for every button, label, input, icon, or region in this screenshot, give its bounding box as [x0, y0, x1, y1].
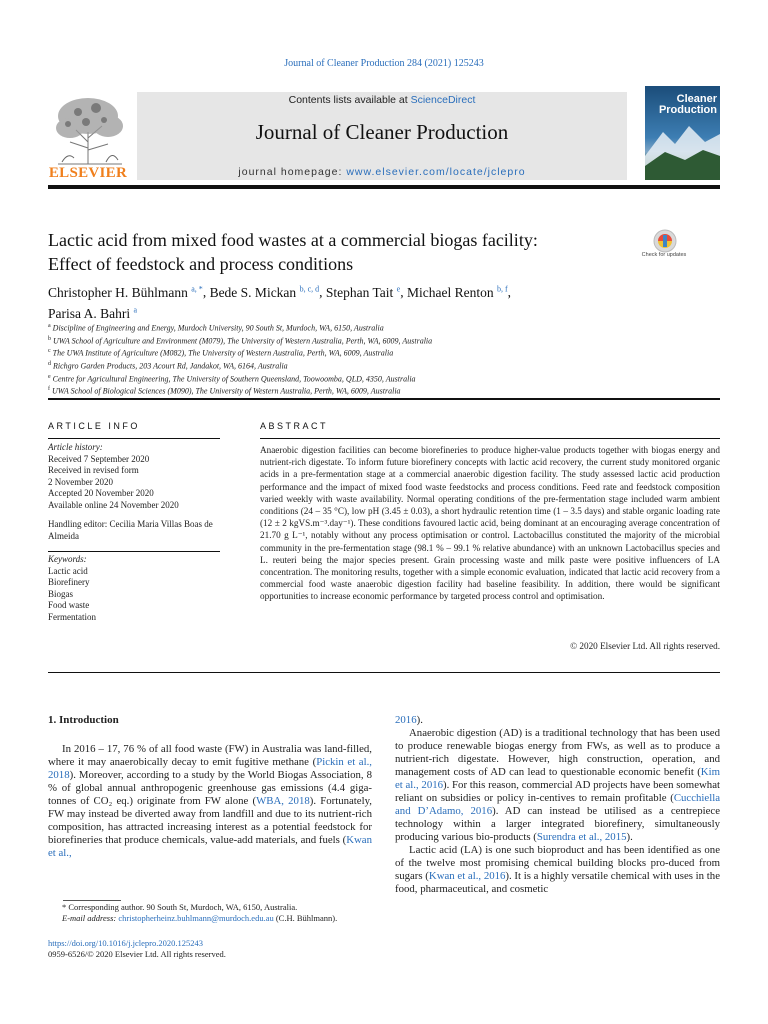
affiliation: $^c$ The UWA Institute of Agriculture (M082), The University of Western Australia, Perth, WA, 6009, Australia — [48, 348, 394, 358]
section-heading: 1. Introduction — [48, 714, 119, 726]
citation-link[interactable]: Kwan et al., 2016 — [428, 870, 506, 882]
author-list: Christopher H. Bühlmann $^{a, *}$, Bede S. Mickan $^{b, c, d}$, Stephan Tait $^e$, Michael Renton $^{b, f}$, Parisa A. Bahri $^a$ — [48, 284, 512, 321]
journal-title: Journal of Cleaner Production — [255, 120, 509, 144]
citation-link[interactable]: Cucchiella and D’Adamo, 2016 — [395, 792, 720, 817]
author[interactable]: Bede S. Mickan $^{b, c, d}$ — [209, 284, 320, 300]
cover-title: Cleaner Production — [658, 93, 717, 116]
section-rule — [48, 398, 720, 400]
article-title: Lactic acid from mixed food wastes at a commercial biogas facility: Effect of feedstock and process conditions — [48, 230, 538, 274]
intro-paragraph: Anaerobic digestion (AD) is a traditional technology that has been used to produce renewable biogas energy from FWs, as well as to produce a nutrient-rich digestate. However, high construction, operation, and management costs of AD can lead to questionable economic benefit (Kim et al., 2016). For this reason, commercial AD projects have been somewhat reliant on subsidies or policy in-centives to remain profitable (Cucchiella and D’Adamo, 2016). AD can instead be utilised as a centrepiece technology within a larger integrated biorefinery, simultaneously producing various bio-products (Surendra et al., 2015). — [395, 727, 720, 843]
doi-footer — [48, 938, 226, 960]
doi-link[interactable]: https://doi.org/10.1016/j.jclepro.2020.125243 — [48, 938, 203, 948]
citation-link[interactable]: Pickin et al., 2018 — [48, 756, 372, 781]
email-link[interactable]: christopherheinz.buhlmann@murdoch.edu.au — [118, 913, 274, 923]
history-item: Received in revised form — [48, 465, 139, 475]
affiliation: $^e$ Centre for Agricultural Engineering, The University of Southern Queensland, Toowoomba, QLD, 4350, Australia — [48, 373, 416, 384]
article-info: Article history: Received 7 September 2020 Received in revised form 2 November 2020 Accepted 20 November 2020 Available online 24 November 2020 Handling editor: Cecilia Maria Villas Boas de Almeida Keywords: Lactic acid Biorefinery Biogas Food waste Fermentation — [48, 442, 223, 623]
author[interactable]: Michael Renton $^{b, f}$ — [406, 284, 508, 300]
author[interactable]: Stephan Tait $^e$ — [325, 284, 401, 300]
author[interactable]: Christopher H. Bühlmann $^{a, *}$ — [48, 284, 203, 300]
intro-paragraph: Lactic acid (LA) is one such bioproduct and has been identified as one of the twelve most promising chemical building blocks pro-duced from sugars (Kwan et al., 2016). It is a highly versatile chemical with uses in the food, pharmaceutical, and cosmetic — [395, 844, 720, 895]
history-item: Available online 24 November 2020 — [48, 499, 179, 510]
elsevier-wordmark: ELSEVIER — [48, 165, 128, 181]
keyword: Fermentation — [48, 611, 96, 622]
citation-link[interactable]: WBA, 2018 — [256, 795, 310, 807]
citation-link[interactable]: 2016 — [395, 714, 417, 726]
abstract-copyright: © 2020 Elsevier Ltd. All rights reserved. — [570, 641, 720, 651]
intro-column-right: 2016). Anaerobic digestion (AD) is a traditional technology that has been used to produce renewable biogas energy from FWs, as well as to produce a nutrient-rich digestate. However, high construction, operation, and management costs of AD can lead to questionable economic benefit (Kim et al., 2016). For this reason, commercial AD projects have been somewhat reliant on subsidies or policy in-centives to remain profitable (Cucchiella and D’Adamo, 2016). AD can instead be utilised as a centrepiece technology within a larger integrated biorefinery, simultaneously producing various bio-products (Surendra et al., 2015). Lactic acid (LA) is one such bioproduct and has been identified as one of the twelve most promising chemical building blocks pro-duced from sugars (Kwan et al., 2016). It is a highly versatile chemical with uses in the food, pharmaceutical, and cosmetic — [395, 714, 720, 895]
journal-homepage-link[interactable]: www.elsevier.com/locate/jclepro — [346, 166, 526, 178]
issn-line: 0959-6526/© 2020 Elsevier Ltd. All rights reserved. — [48, 949, 226, 959]
history-item: 2 November 2020 — [48, 476, 113, 487]
header-rule — [48, 185, 720, 189]
sciencedirect-link[interactable]: ScienceDirect — [410, 94, 476, 106]
affiliation: $^d$ Richgro Garden Products, 203 Acourt Rd, Jandakot, WA, 6164, Australia — [48, 360, 288, 371]
section-rule — [48, 672, 720, 673]
citation-link[interactable]: Kwan et al., — [48, 834, 372, 859]
citation-link[interactable]: Surendra et al., 2015 — [536, 831, 627, 843]
abstract-text: Anaerobic digestion facilities can become biorefineries to produce higher-value products together with biogas energy and nutrient-rich digestate. To inform future biorefinery concepts with lactic acid recovery, the current study monitored organic acids in a pre-fermentation stage at a commercial anaerobic digestion facility. The study assessed lactic acid production performance and the impact of mixed food waste feedstocks and process conditions. Feed rate and feedstock composition varied weekly with waste availability. Normal operating conditions of the pre-fermentation stage included warm ambient conditions (24 – 35 °C), low pH (3.45 ± 0.03), a short hydraulic retention time (1 – 3.5 days) and stable organic loading rate (12 ± 2 kgVS.m⁻³.day⁻¹). These conditions favoured lactic acid, being dominant at an encouraging average concentration of 21.70 g L⁻¹, notably without any process optimisation or control. Lactobacillus constituted the majority of the microbial community in the pre-fermentation stage (98.1 % – 99.1 % relative abundance) with an unknown Lactobacillus species and L. reuteri being the major species present. Grain processing waste and milk paste were positive influencers of LA concentration. The monitoring results, together with a simple economic evaluation, indicated that lactic acid recovery from a commercial food waste anaerobic digestion facility had baseline feasibility. In addition, there would be significant opportunities to increase economic performance by targeted process control and optimisation. — [260, 445, 720, 602]
divider — [48, 438, 220, 439]
footnote-rule — [63, 900, 121, 901]
affiliation: $^f$ UWA School of Biological Sciences (M090), The University of Western Australia, Perth, WA, 6009, Australia — [48, 386, 401, 396]
history-item: Accepted 20 November 2020 — [48, 488, 154, 498]
author[interactable]: Parisa A. Bahri $^a$ — [48, 305, 138, 321]
affiliation: $^a$ Discipline of Engineering and Energy, Murdoch University, 90 South St, Murdoch, WA, 6150, Australia — [48, 323, 384, 333]
history-item: Received 7 September 2020 — [48, 453, 150, 464]
citation-link[interactable]: Kim et al., 2016 — [395, 766, 720, 791]
keyword: Biorefinery — [48, 577, 90, 587]
affiliations — [48, 321, 708, 397]
contents-line: Contents lists available at ScienceDirect — [288, 94, 476, 106]
corresponding-author-footnote: * Corresponding author. 90 South St, Murdoch, WA, 6150, Australia. E-mail address: christopherheinz.buhlmann@murdoch.edu.au (C.H. Bühlmann). — [62, 902, 338, 923]
crossmark-label: Check for updates — [641, 252, 687, 258]
keyword: Lactic acid — [48, 565, 88, 576]
keyword: Biogas — [48, 588, 74, 599]
keyword: Food waste — [48, 600, 90, 610]
handling-editor: Handling editor: Cecilia Maria Villas Boas de Almeida — [48, 519, 213, 541]
intro-paragraph: In 2016 – 17, 76 % of all food waste (FW) in Australia was land-filled, where it may anaerobically decay to emit fugitive methane (Pickin et al., 2018). Moreover, according to a study by the World Biogas Association, 8 % of global annual anthropogenic greenhouse gas emissions (4.4 giga-tonnes of CO₂ eq.) originate from FW alone (WBA, 2018). Fortunately, FW may instead be diverted away from landfill and due to its nutrient-rich composition, has attracted increasing interest as a potential feedstock for biorefineries that produce chemicals, value-add materials, and fuels (Kwan et al., — [48, 743, 372, 859]
divider — [260, 438, 720, 439]
intro-column-left — [48, 714, 372, 860]
journal-citation[interactable]: Journal of Cleaner Production 284 (2021) 125243 — [284, 58, 484, 69]
article-info-heading: ARTICLE INFO — [48, 421, 140, 431]
divider — [48, 551, 220, 552]
homepage-line: journal homepage: www.elsevier.com/locate/jclepro — [238, 166, 526, 178]
affiliation: $^b$ UWA School of Agriculture and Environment (M079), The University of Western Australia, Perth, WA, 6009, Australia — [48, 335, 433, 346]
crossmark-icon[interactable] — [646, 229, 684, 265]
abstract-heading: ABSTRACT — [260, 421, 329, 431]
